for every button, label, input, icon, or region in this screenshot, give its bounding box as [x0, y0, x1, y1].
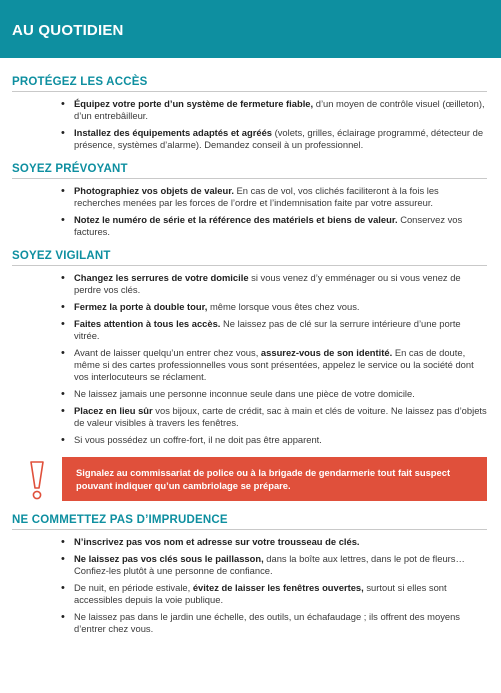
bullet-list [12, 272, 487, 446]
page-header [0, 0, 501, 58]
list-item: • Photographiez vos objets de valeur. En cas de vol, vos clichés faciliteront à la fois les recherches menées par les forces de l’ordre et l’indemnisation faite par votre assureur. [74, 185, 487, 209]
page-title: AU QUOTIDIEN [12, 22, 124, 39]
section-vigilant [12, 250, 487, 446]
list-item: • Ne laissez pas dans le jardin une échelle, des outils, un échafaudage ; ils offrent des moyens d’entrer chez vous. [74, 611, 487, 635]
list-item: • N’inscrivez pas vos nom et adresse sur votre trousseau de clés. [74, 536, 487, 548]
list-item: • Changez les serrures de votre domicile si vous venez d’y emménager ou si vous venez de perdre vos clés. [74, 272, 487, 296]
section-title: SOYEZ VIGILANT [12, 250, 487, 266]
list-item: • Si vous possédez un coffre-fort, il ne doit pas être apparent. [74, 434, 487, 446]
section-title: SOYEZ PRÉVOYANT [12, 163, 487, 179]
section-title: NE COMMETTEZ PAS D’IMPRUDENCE [12, 514, 487, 530]
list-item: • Notez le numéro de série et la référence des matériels et biens de valeur. Conservez vos factures. [74, 214, 487, 238]
section-protegez [12, 76, 487, 151]
list-item: • Fermez la porte à double tour, même lorsque vous êtes chez vous. [74, 301, 487, 313]
list-item: • De nuit, en période estivale, évitez de laisser les fenêtres ouvertes, surtout si elles sont accessibles depuis la voie publique. [74, 582, 487, 606]
list-item: • Ne laissez jamais une personne inconnue seule dans une pièce de votre domicile. [74, 388, 487, 400]
list-item: • Équipez votre porte d’un système de fermeture fiable, d’un moyen de contrôle visuel (œilleton), d’un entrebâilleur. [74, 98, 487, 122]
list-item: • Ne laissez pas vos clés sous le paillasson, dans la boîte aux lettres, dans le pot de fleurs… Confiez-les plutôt à une personne de confiance. [74, 553, 487, 577]
bullet-list [12, 536, 487, 635]
exclamation-icon [12, 454, 62, 504]
section-title: PROTÉGEZ LES ACCÈS [12, 76, 487, 92]
section-prevoyant [12, 163, 487, 238]
bullet-list [12, 98, 487, 151]
main-content [0, 76, 501, 635]
list-item: • Avant de laisser quelqu’un entrer chez vous, assurez-vous de son identité. En cas de doute, même si des cartes professionnelles vous sont présentées, appelez le service ou la société dont vos interlocuteurs se réclament. [74, 347, 487, 383]
section-imprudence [12, 514, 487, 635]
bullet-list [12, 185, 487, 238]
list-item: • Installez des équipements adaptés et agréés (volets, grilles, éclairage programmé, détecteur de présence, systèmes d’alarme). Demandez conseil à un professionnel. [74, 127, 487, 151]
list-item: • Faites attention à tous les accès. Ne laissez pas de clé sur la serrure intérieure d’une porte vitrée. [74, 318, 487, 342]
list-item: • Placez en lieu sûr vos bijoux, carte de crédit, sac à main et clés de voiture. Ne laissez pas d’objets de valeur visibles à travers les fenêtres. [74, 405, 487, 429]
alert-callout [12, 454, 487, 504]
alert-message: Signalez au commissariat de police ou à la brigade de gendarmerie tout fait suspect pouvant indiquer qu’un cambriolage se prépare. [62, 457, 487, 501]
